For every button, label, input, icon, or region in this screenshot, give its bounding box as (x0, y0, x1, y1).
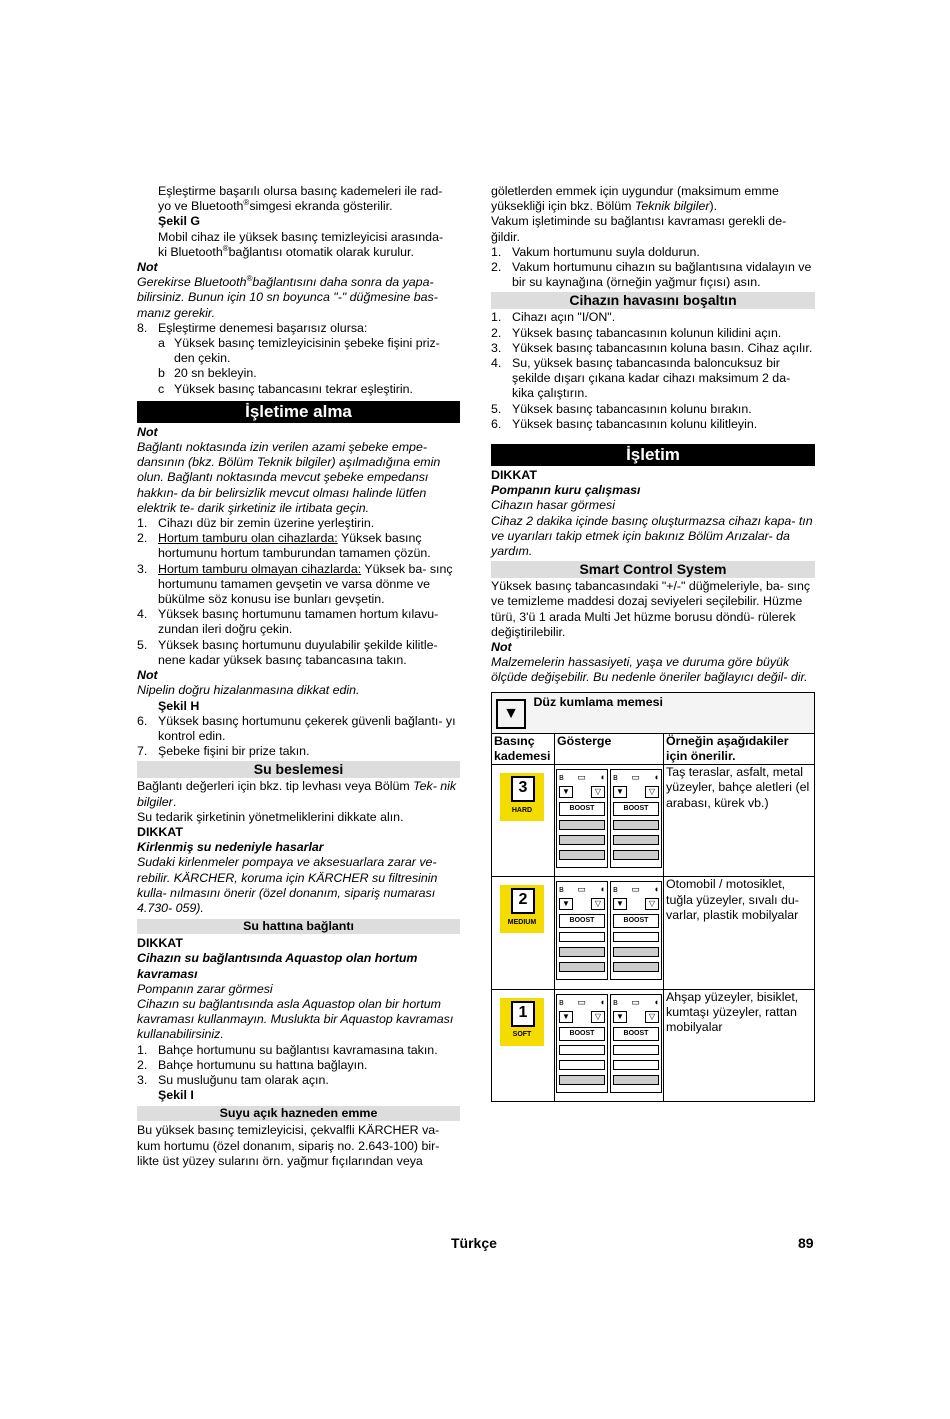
continued-text: göletlerden emmek için uygundur (maksimum emme yüksekliği için bkz. Bölüm Teknik bilgiler). (491, 184, 779, 214)
water-text-1: Bağlantı değerleri için bkz. tip levhası veya Bölüm Tek- nik bilgiler. (137, 779, 457, 809)
level-bar (559, 947, 605, 957)
display-status-icons (613, 772, 659, 783)
column-header-display: Gösterge (555, 733, 664, 764)
boost-label: BOOST (613, 1027, 659, 1041)
display-cell (555, 877, 664, 989)
startup-steps-2 (137, 714, 460, 760)
table-header: Düz kumlama memesi (533, 694, 663, 709)
table-header-row (492, 692, 815, 733)
step-number: 3. (137, 1072, 148, 1087)
level-cell (492, 877, 555, 989)
warning-text-3: Cihaz 2 dakika içinde basınç oluşturmazsa cihazı kapa- tın ve uyarıları takip etmek için bakınız Bölüm Arızalar- da yardım. (491, 513, 813, 559)
level-bar (613, 1045, 659, 1055)
table-column-headers (492, 733, 815, 764)
list-item (491, 417, 815, 432)
level-bar (613, 820, 659, 830)
warning-title: Kirlenmiş su nedeniyle hasarlar (137, 840, 324, 855)
gun-icon: ◖ (599, 884, 605, 895)
nozzle-icon: ▼ (613, 1011, 627, 1023)
list-item (491, 326, 815, 341)
intro-line: Not (137, 260, 158, 275)
detergent-icon: ▽ (645, 898, 659, 910)
level-bar (559, 1075, 605, 1085)
list-item (491, 310, 815, 325)
vacuum-steps (491, 245, 815, 291)
vent-steps (491, 310, 815, 432)
warning-label: DIKKAT (137, 824, 183, 839)
note-text: Bağlantı noktasında izin verilen azami şebeke empe- dansının (bkz. Bölüm Teknik bilgiler) aşılmadığına emin olun. Bağlantı noktasında mevcut şebeke empedansı hakkın- da bir belirsizlik mevcut olması halinde lütfen elektrik te- darik şirketiniz ile irtibata geçin. (137, 440, 441, 515)
level-bar (559, 1045, 605, 1055)
section-title-water: Su beslemesi (137, 761, 460, 778)
level-bar (559, 962, 605, 972)
note-label: Not (137, 424, 158, 439)
level-tag: HARD (511, 806, 533, 814)
intro-line: ki Bluetooth®bağlantısı otomatik olarak kurulur. (158, 243, 414, 259)
step-number: 5. (491, 401, 502, 416)
table-row (492, 877, 815, 989)
gun-display-icon (556, 881, 608, 980)
step-text: Şebeke fişini bir prize takın. (158, 744, 310, 759)
level-bar (559, 820, 605, 830)
warning-subtitle-3: Cihazın hasar görmesi (491, 498, 615, 513)
bluetooth-icon: ʙ (559, 772, 564, 783)
substep-text: Yüksek basınç temizleyicisinin şebeke fişini priz- den çekin. (174, 336, 440, 366)
intro-line: Şekil G (158, 214, 201, 229)
step-text: Yüksek basınç tabancasının kolunu kilitleyin. (512, 416, 758, 431)
level-bar (613, 947, 659, 957)
level-bar (559, 932, 605, 942)
step-number: 6. (137, 713, 148, 728)
list-item (137, 607, 460, 637)
list-item (137, 1073, 460, 1088)
battery-icon: ▭ (577, 884, 586, 895)
step-number: 1. (137, 516, 148, 531)
gun-icon: ◖ (653, 884, 659, 895)
step-text: Bahçe hortumunu su hattına bağlayın. (158, 1057, 368, 1072)
level-number: 2 (511, 888, 535, 914)
section-title-vent: Cihazın havasını boşaltın (491, 292, 815, 309)
step-text: Cihazı açın "I/ON". (512, 310, 616, 325)
level-number: 3 (511, 776, 535, 802)
display-controls (613, 898, 659, 910)
gun-icon: ◖ (653, 772, 659, 783)
list-item (491, 402, 815, 417)
step-number: 4. (491, 356, 502, 371)
step-number: 1. (491, 244, 502, 259)
section-title-operation: İşletim (491, 444, 815, 466)
step-text: Bahçe hortumunu su bağlantısı kavramasına takın. (158, 1042, 438, 1057)
section-title-line: Su hattına bağlantı (137, 919, 460, 934)
level-bar (559, 1060, 605, 1070)
gun-display-icon (610, 994, 662, 1093)
battery-icon: ▭ (577, 996, 586, 1007)
substep-text: Yüksek basınç tabancasını tekrar eşleştirin. (174, 381, 413, 396)
warning-text: Sudaki kirlenmeler pompaya ve aksesuarlara zarar ve- rebilir. KÄRCHER, koruma için KÄRCHER su filtresinin kulla- nılmasını önerir (özel donanım, sipariş numarası 4.730- 059). (137, 855, 438, 915)
boost-label: BOOST (613, 802, 659, 816)
substep-letter: b (158, 366, 165, 381)
left-column (137, 184, 460, 1169)
step-number: 5. (137, 637, 148, 652)
level-tag: SOFT (512, 1031, 532, 1039)
note-label-2: Not (137, 668, 158, 683)
display-cell (555, 765, 664, 877)
list-item (137, 516, 460, 531)
step-text: Yüksek basınç hortumunu hortum tamburundan tamamen çözün. (158, 531, 431, 561)
display-controls (559, 898, 605, 910)
list-item (137, 714, 460, 744)
boost-label: BOOST (559, 1027, 605, 1041)
intro-line: manız gerekir. (137, 305, 216, 320)
list-item (491, 356, 815, 402)
pressure-table (491, 692, 815, 1102)
intro-line: Eşleştirme başarılı olursa basınç kademeleri ile rad- (158, 184, 443, 198)
level-badge-icon (500, 998, 544, 1046)
display-controls (613, 786, 659, 798)
display-controls (613, 1011, 659, 1023)
substep (137, 366, 460, 381)
warning-title-2: Cihazın su bağlantısında Aquastop olan hortum kavraması (137, 951, 418, 981)
boost-label: BOOST (559, 802, 605, 816)
substep (137, 382, 460, 397)
level-bar (613, 1060, 659, 1070)
warning-label-2: DIKKAT (137, 936, 183, 951)
list-item (137, 1058, 460, 1073)
level-bar (613, 932, 659, 942)
note-text-3: Malzemelerin hassasiyeti, yaşa ve duruma göre büyük ölçüde değişebilir. Bu nedenle öneriler bağlayıcı değil- dir. (491, 655, 808, 685)
step-text: Cihazı düz bir zemin üzerine yerleştirin. (158, 516, 375, 531)
recommendation-cell: Taş teraslar, asfalt, metal yüzeyler, bahçe aletleri (el arabası, kürek vb.) (664, 765, 815, 877)
step-8: 8. Eşleştirme denemesi başarısız olursa: (137, 320, 368, 335)
step-text: Vakum hortumunu cihazın su bağlantısına vidalayın ve bir su kaynağına (örneğin yağmur fıçısı) asın. (512, 260, 812, 290)
footer-language: Türkçe (451, 1235, 497, 1251)
step-number: 3. (491, 340, 502, 355)
bluetooth-icon: ʙ (559, 884, 564, 895)
level-bar (613, 835, 659, 845)
level-bar (613, 962, 659, 972)
bluetooth-icon: ʙ (613, 884, 618, 895)
level-cell (492, 765, 555, 877)
step-text: Su, yüksek basınç tabancasında baloncuksuz bir şekilde dışarı çıkana kadar cihazı maksimum 2 da- kika çalıştırın. (512, 356, 791, 401)
bluetooth-icon: ʙ (613, 772, 618, 783)
detergent-icon: ▽ (591, 1011, 605, 1023)
column-header-level: Basınç kademesi (492, 733, 555, 764)
battery-icon: ▭ (631, 772, 640, 783)
step-number: 1. (137, 1042, 148, 1057)
nozzle-icon: ▼ (613, 786, 627, 798)
step-text: Yüksek basınç tabancasının kolunun kilidini açın. (512, 325, 782, 340)
step-8-substeps (137, 336, 460, 397)
step-number: 2. (491, 325, 502, 340)
smart-text: Yüksek basınç tabancasındaki "+/-" düğmeleriyle, ba- sınç ve temizleme maddesi dozaj seviyeleri seçilebilir. Hüzme türü, 3'ü 1 arada Multi Jet hüzme borusu döndü- rülerek değiştirilebilir. (491, 579, 811, 639)
display-status-icons (559, 772, 605, 783)
table-row (492, 765, 815, 877)
level-bar (613, 1075, 659, 1085)
figure-ref-h: Şekil H (158, 698, 200, 713)
gun-icon: ◖ (653, 996, 659, 1007)
substep-letter: c (158, 381, 165, 396)
gun-display-icon (610, 881, 662, 980)
level-badge-icon (500, 885, 544, 933)
line-steps (137, 1043, 460, 1089)
warning-text-2: Cihazın su bağlantısında asla Aquastop olan bir hortum kavraması kullanmayın. Muslukta bir Aquastop kavraması kullanabilirsiniz. (137, 996, 454, 1042)
detergent-icon: ▽ (591, 898, 605, 910)
step-number: 2. (137, 531, 148, 546)
right-column (491, 184, 815, 1102)
gun-display-icon (610, 769, 662, 868)
level-bar (559, 850, 605, 860)
step-text: Yüksek basınç hortumunu duyulabilir şekilde kilitle- nene kadar yüksek basınç tabancasına takın. (158, 637, 438, 667)
step-text: Yüksek basınç tabancasının koluna basın. Cihaz açılır. (512, 340, 813, 355)
substep (137, 336, 460, 366)
step-text: Yüksek basınç tabancasının kolunu bırakın. (512, 401, 752, 416)
detergent-icon: ▽ (591, 786, 605, 798)
water-text-2: Su tedarik şirketinin yönetmeliklerini dikkate alın. (137, 809, 404, 824)
page-number: 89 (798, 1235, 814, 1251)
step-number: 2. (137, 1057, 148, 1072)
gun-icon: ◖ (599, 772, 605, 783)
nozzle-icon: ▼ (559, 786, 573, 798)
note-label-3: Not (491, 640, 512, 655)
gun-icon: ◖ (599, 996, 605, 1007)
battery-icon: ▭ (577, 772, 586, 783)
step-condition: Hortum tamburu olmayan cihazlarda: (158, 561, 362, 576)
level-bar (613, 850, 659, 860)
level-badge-icon (500, 773, 544, 821)
list-item (491, 260, 815, 290)
substep-letter: a (158, 336, 165, 351)
warning-label-3: DIKKAT (491, 468, 537, 483)
step-text: Vakum hortumunu suyla doldurun. (512, 244, 700, 259)
step-number: 1. (491, 310, 502, 325)
startup-steps (137, 516, 460, 668)
display-status-icons (559, 997, 605, 1008)
intro-line: Gerekirse Bluetooth®bağlantısını daha sonra da yapa- (137, 274, 434, 290)
recommendation-cell: Ahşap yüzeyler, bisiklet, kumtaşı yüzeyler, rattan mobilyalar (664, 989, 815, 1101)
list-item (491, 341, 815, 356)
section-title-startup: İşletime alma (137, 401, 460, 423)
display-status-icons (559, 884, 605, 895)
list-item (137, 531, 460, 561)
level-bar (559, 835, 605, 845)
detergent-icon: ▽ (645, 786, 659, 798)
list-item (137, 638, 460, 668)
step-number: 6. (491, 416, 502, 431)
vacuum-text: Vakum işletiminde su bağlantısı kavraması gerekli de- ğildir. (491, 214, 787, 244)
nozzle-icon: ▼ (496, 699, 526, 729)
list-item (137, 562, 460, 608)
step-text: Yüksek ba- sınç hortumunu tamamen gevşetin ve varsa dönme ve bükülme söz konusu ise bunları gevşetin. (158, 561, 453, 607)
figure-ref-i: Şekil I (158, 1088, 194, 1103)
display-status-icons (613, 997, 659, 1008)
boost-label: BOOST (613, 914, 659, 928)
intro-block (137, 184, 460, 321)
step-number: 3. (137, 561, 148, 576)
section-title-suction: Suyu açık hazneden emme (137, 1106, 460, 1121)
nozzle-icon: ▼ (559, 898, 573, 910)
nozzle-icon: ▼ (559, 1011, 573, 1023)
step-number: 2. (491, 260, 502, 275)
bluetooth-icon: ʙ (559, 996, 564, 1007)
nozzle-icon: ▼ (613, 898, 627, 910)
list-item (137, 744, 460, 759)
bluetooth-icon: ʙ (613, 996, 618, 1007)
level-cell (492, 989, 555, 1101)
intro-line: Mobil cihaz ile yüksek basınç temizleyicisi arasında- (158, 229, 444, 244)
detergent-icon: ▽ (645, 1011, 659, 1023)
step-text: Su musluğunu tam olarak açın. (158, 1072, 329, 1087)
substep-text: 20 sn bekleyin. (174, 366, 257, 381)
table-row (492, 989, 815, 1101)
step-text: Yüksek basınç hortumunu tamamen hortum kılavu- zundan ileri doğru çekin. (158, 607, 439, 637)
level-number: 1 (511, 1001, 535, 1027)
recommendation-cell: Otomobil / motosiklet, tuğla yüzeyler, sıvalı du- varlar, plastik mobilyalar (664, 877, 815, 989)
battery-icon: ▭ (631, 996, 640, 1007)
boost-label: BOOST (559, 914, 605, 928)
section-title-smart: Smart Control System (491, 561, 815, 578)
battery-icon: ▭ (631, 884, 640, 895)
list-item (137, 1043, 460, 1058)
warning-subtitle-2: Pompanın zarar görmesi (137, 981, 273, 996)
display-controls (559, 786, 605, 798)
gun-display-icon (556, 994, 608, 1093)
display-cell (555, 989, 664, 1101)
display-status-icons (613, 884, 659, 895)
warning-title-3: Pompanın kuru çalışması (491, 483, 641, 498)
display-controls (559, 1011, 605, 1023)
intro-line: bilirsiniz. Bunun için 10 sn boyunca "-" düğmesine bas- (137, 290, 438, 305)
step-number: 7. (137, 744, 148, 759)
level-tag: MEDIUM (507, 919, 537, 927)
step-text: Yüksek basınç hortumunu çekerek güvenli bağlantı- yı kontrol edin. (158, 713, 456, 743)
gun-display-icon (556, 769, 608, 868)
step-number: 4. (137, 607, 148, 622)
suction-text: Bu yüksek basınç temizleyicisi, çekvalfli KÄRCHER va- kum hortumu (özel donanım, sipariş no. 2.643-100) bir- likte üst yüzey sularını örn. yağmur fıçılarından veya (137, 1123, 440, 1168)
step-condition: Hortum tamburu olan cihazlarda: (158, 531, 338, 546)
column-header-recommend: Örneğin aşağıdakiler için önerilir. (664, 733, 815, 764)
intro-line: yo ve Bluetooth®simgesi ekranda gösterilir. (158, 198, 393, 214)
note-text-2: Nipelin doğru hizalanmasına dikkat edin. (137, 683, 360, 698)
list-item (491, 245, 815, 260)
